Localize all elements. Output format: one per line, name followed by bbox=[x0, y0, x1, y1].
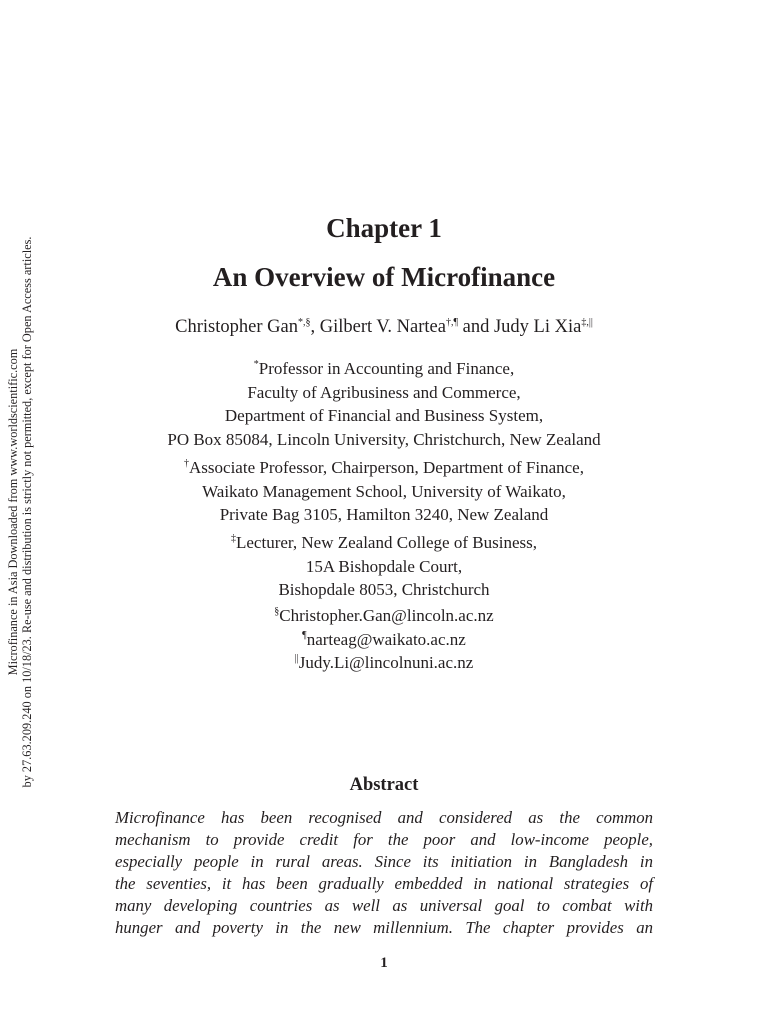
abstract-line: especially people in rural areas. Since its initiation in Bangladesh in bbox=[115, 852, 653, 871]
affiliation-line: PO Box 85084, Lincoln University, Christchurch, New Zealand bbox=[167, 429, 601, 449]
abstract-line: mechanism to provide credit for the poor and low-income people, bbox=[115, 830, 653, 849]
email-address: Judy.Li@lincolnuni.ac.nz bbox=[298, 653, 474, 672]
affiliation-line bbox=[0, 357, 768, 381]
email-line bbox=[0, 628, 768, 652]
author-marks: *,§ bbox=[297, 317, 311, 328]
email-list bbox=[0, 604, 768, 675]
author-name: Gilbert V. Nartea bbox=[319, 317, 446, 337]
author-line bbox=[0, 314, 768, 340]
affiliation-mark: ‡ bbox=[231, 533, 236, 544]
affiliation-line: Private Bag 3105, Hamilton 3240, New Zealand bbox=[219, 505, 549, 524]
abstract-line: many developing countries as well as universal goal to combat with bbox=[115, 896, 653, 915]
affiliation-1 bbox=[0, 357, 768, 451]
download-notice-line-1: Microfinance in Asia Downloaded from www.worldscientific.com bbox=[6, 348, 20, 676]
affiliation-line: 15A Bishopdale Court, bbox=[305, 556, 463, 576]
affiliation-2 bbox=[0, 456, 768, 527]
email-line bbox=[0, 651, 768, 675]
email-address: narteag@waikato.ac.nz bbox=[306, 629, 466, 649]
download-notice-line-2: by 27.63.209.240 on 10/18/23. Re-use and distribution is strictly not permitted, except for Open Access articles. bbox=[20, 236, 34, 788]
author-separator: and bbox=[457, 317, 494, 337]
affiliation-line bbox=[0, 456, 768, 480]
email-line bbox=[0, 604, 768, 628]
page-number: 1 bbox=[380, 955, 388, 971]
affiliation-line: Faculty of Agribusiness and Commerce, bbox=[247, 382, 521, 402]
email-mark: || bbox=[294, 653, 299, 664]
author-name: Judy Li Xia bbox=[493, 317, 582, 337]
affiliation-line bbox=[0, 531, 768, 555]
chapter-title: An Overview of Microfinance bbox=[212, 262, 556, 292]
affiliation-text: Lecturer, New Zealand College of Business, bbox=[236, 533, 537, 552]
affiliation-text: Associate Professor, Chairperson, Department of Finance, bbox=[189, 458, 584, 477]
email-address: Christopher.Gan@lincoln.ac.nz bbox=[279, 606, 494, 625]
author-marks: †,¶ bbox=[445, 317, 458, 328]
affiliation-line: Bishopdale 8053, Christchurch bbox=[278, 580, 490, 599]
affiliation-mark: * bbox=[253, 359, 259, 370]
abstract-line: hunger and poverty in the new millennium. The chapter provides an bbox=[115, 918, 653, 937]
abstract-body bbox=[115, 807, 653, 939]
affiliation-line: Department of Financial and Business System, bbox=[224, 406, 544, 425]
author-separator: , bbox=[310, 317, 320, 337]
affiliation-text: Professor in Accounting and Finance, bbox=[258, 359, 515, 378]
affiliation-mark: † bbox=[184, 458, 190, 469]
author-name: Christopher Gan bbox=[175, 317, 298, 337]
email-mark: ¶ bbox=[302, 629, 307, 641]
chapter-number: Chapter 1 bbox=[326, 213, 442, 243]
abstract-line: the seventies, it has been gradually embedded in national strategies of bbox=[115, 874, 653, 893]
email-mark: § bbox=[274, 606, 280, 617]
affiliation-line: Waikato Management School, University of Waikato, bbox=[202, 481, 566, 501]
author-marks: ‡,|| bbox=[581, 317, 593, 328]
abstract-line: Microfinance has been recognised and considered as the common bbox=[115, 808, 653, 827]
affiliation-3 bbox=[0, 531, 768, 602]
abstract-heading: Abstract bbox=[349, 775, 419, 795]
